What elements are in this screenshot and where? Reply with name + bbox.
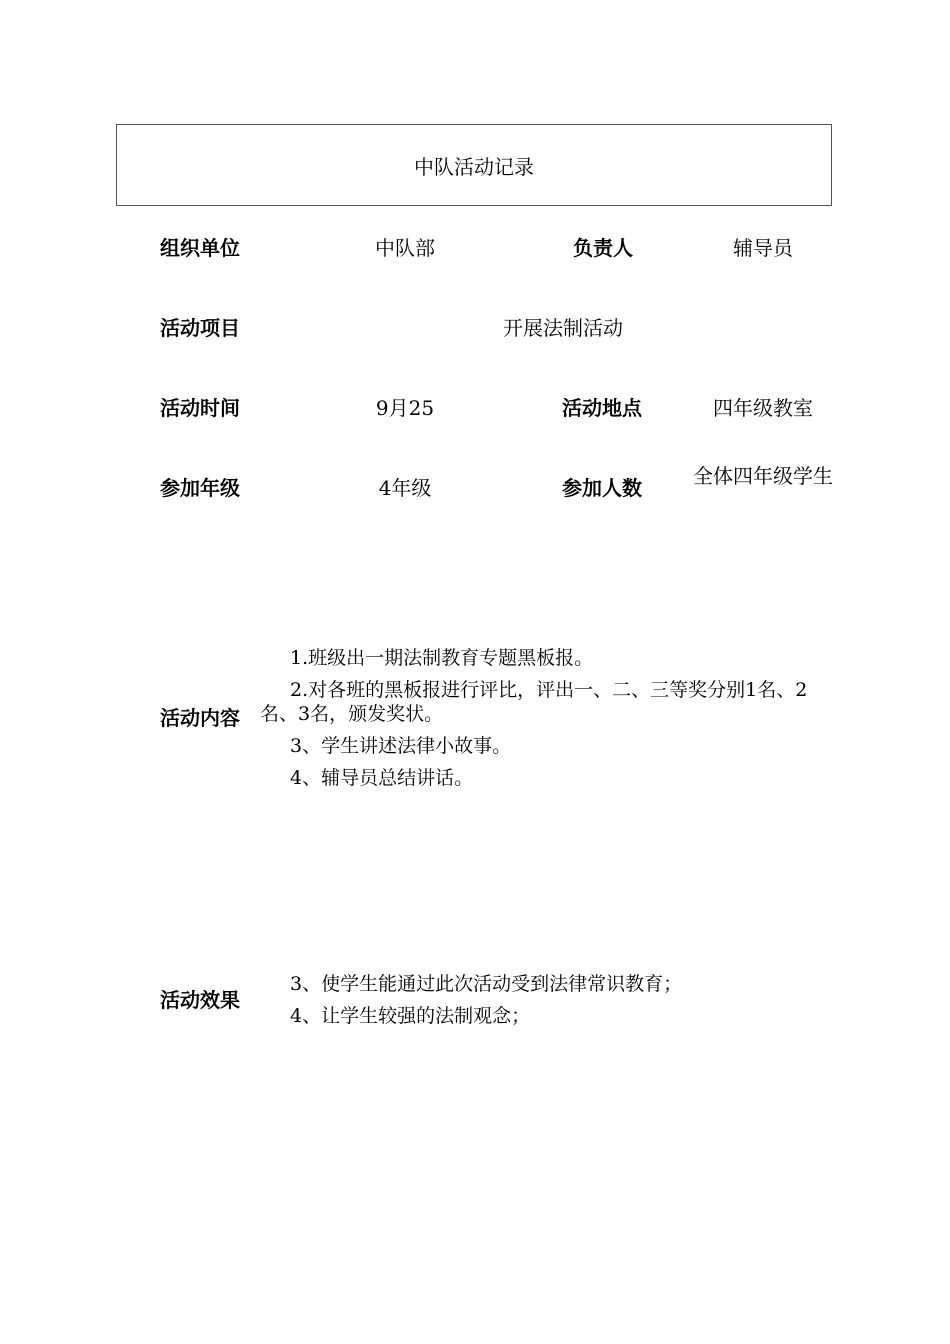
list-item: 4、让学生较强的法制观念； [290, 1005, 531, 1027]
org-label: 组织单位 [160, 236, 240, 260]
time-value: 9月25 [375, 396, 435, 420]
place-value: 四年级教室 [713, 396, 813, 420]
count-label: 参加人数 [562, 476, 642, 500]
list-item: 3、学生讲述法律小故事。 [290, 735, 512, 757]
effect-list [260, 972, 835, 1036]
count-value: 全体四年级学生 [693, 464, 833, 488]
list-item: 4、辅导员总结讲话。 [290, 767, 474, 789]
project-label: 活动项目 [160, 316, 240, 340]
grade-value: 4年级 [378, 476, 432, 500]
owner-value: 辅导员 [733, 236, 793, 260]
project-value: 开展法制活动 [503, 316, 623, 340]
record-title: 中队活动记录 [116, 124, 832, 206]
list-item: 2.对各班的黑板报进行评比，评出一、二、三等奖分别1名、2名、3名，颁发奖状。 [260, 679, 808, 725]
effect-label: 活动效果 [160, 988, 240, 1012]
list-item: 3、使学生能通过此次活动受到法律常识教育； [290, 973, 683, 995]
content-list [260, 646, 835, 798]
owner-label: 负责人 [573, 236, 633, 260]
grade-label: 参加年级 [160, 476, 240, 500]
time-label: 活动时间 [160, 396, 240, 420]
list-item: 1.班级出一期法制教育专题黑板报。 [290, 647, 594, 669]
org-value: 中队部 [375, 236, 435, 260]
place-label: 活动地点 [562, 396, 642, 420]
content-label: 活动内容 [160, 706, 240, 730]
